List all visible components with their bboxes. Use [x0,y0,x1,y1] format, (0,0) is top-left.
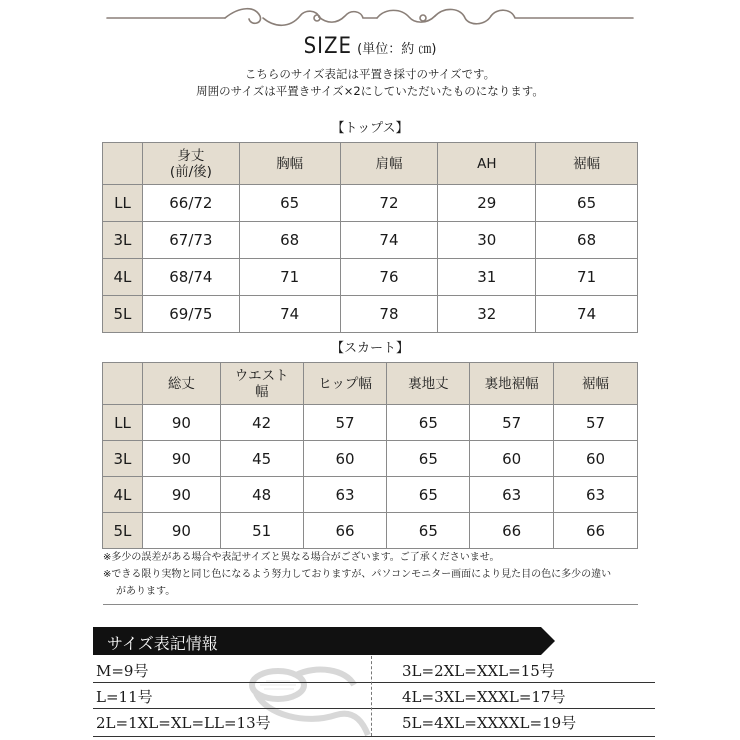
header-length-label: 身丈 [177,147,205,164]
cell-lining: 65 [387,477,470,513]
size-equiv-right-1: 3L=2XL=XXL=15号 [402,662,555,680]
cell-lining: 65 [387,405,470,441]
size-label: 3L [103,441,143,477]
size-equiv-right-2: 4L=3XL=XXXL=17号 [402,688,566,706]
cell-lining-hem: 63 [470,477,554,513]
cell-hem: 71 [536,259,638,296]
size-title-main: SIZE [303,34,353,59]
cell-hem: 68 [536,222,638,259]
tops-size-table [102,142,638,333]
size-title-unit: (単位：約 ㎝) [357,42,437,57]
header-waist-label: ウエスト [234,367,289,384]
cell-ah: 29 [438,185,536,222]
size-info-header-cutout [555,627,655,655]
size-info-column-divider [371,656,372,736]
size-info-row-divider [93,736,655,737]
cell-shoulder: 74 [340,222,438,259]
cell-chest: 74 [239,296,340,333]
size-equiv-right-3: 5L=4XL=XXXXL=19号 [402,714,577,732]
table-row [103,222,638,259]
footnote-line3: があります。 [116,586,176,597]
header-hem: 裾幅 [554,363,638,405]
size-label: LL [103,405,143,441]
size-info-header-arrow [541,627,555,655]
cell-ah: 32 [438,296,536,333]
cell-lining: 65 [387,441,470,477]
table-corner [103,143,143,185]
cell-hem: 57 [554,405,638,441]
header-length-sub: (前/後) [169,163,212,180]
cell-hem: 63 [554,477,638,513]
size-info-header [93,627,655,655]
cell-chest: 65 [239,185,340,222]
size-equiv-left-2: L=11号 [96,688,153,706]
header-waist [220,363,303,405]
header-shoulder: 肩幅 [340,143,438,185]
header-total-length: 総丈 [142,363,220,405]
cell-shoulder: 72 [340,185,438,222]
cell-shoulder: 76 [340,259,438,296]
cell-hem: 65 [536,185,638,222]
cell-hip: 57 [303,405,387,441]
header-chest: 胸幅 [239,143,340,185]
tops-section-label: 【トップス】 [331,121,409,136]
size-info-title: サイズ表記情報 [107,634,218,653]
cell-hip: 63 [303,477,387,513]
cell-hip: 60 [303,441,387,477]
size-equiv-left-3: 2L=1XL=XL=LL=13号 [96,714,271,732]
cell-length: 69/75 [142,296,239,333]
cell-hem: 74 [536,296,638,333]
footnote-line1: ※多少の誤差がある場合や表記サイズと異なる場合がございます。ご了承くださいませ。 [103,552,500,563]
measurement-note-line1: こちらのサイズ表記は平置き採寸のサイズです。 [244,67,496,81]
cell-waist: 42 [220,405,303,441]
size-info-row-divider [93,708,655,709]
cell-ah: 30 [438,222,536,259]
header-lining-hem: 裏地裾幅 [470,363,554,405]
table-row [103,185,638,222]
table-header-row [103,363,638,405]
cell-waist: 45 [220,441,303,477]
table-row [103,296,638,333]
header-length [142,143,239,185]
cell-hem: 66 [554,513,638,549]
cell-total: 90 [142,441,220,477]
table-row [103,513,638,549]
size-label: 3L [103,222,143,259]
header-lining-length: 裏地丈 [387,363,470,405]
size-info-grid [93,656,655,738]
table-corner [103,363,143,405]
measurement-note [0,66,740,100]
cell-total: 90 [142,513,220,549]
cell-length: 66/72 [142,185,239,222]
header-hem: 裾幅 [536,143,638,185]
cell-shoulder: 78 [340,296,438,333]
skirt-size-table [102,362,638,549]
size-title [0,34,740,59]
cell-total: 90 [142,405,220,441]
size-equiv-left-1: M=9号 [96,662,149,680]
cell-chest: 71 [239,259,340,296]
cell-waist: 51 [220,513,303,549]
size-label: 5L [103,296,143,333]
decorative-flourish [105,4,635,30]
cell-waist: 48 [220,477,303,513]
header-waist-sub: 幅 [254,383,269,400]
table-row [103,477,638,513]
size-label: 4L [103,477,143,513]
footnotes [103,549,643,600]
cell-length: 68/74 [142,259,239,296]
cell-hip: 66 [303,513,387,549]
cell-length: 67/73 [142,222,239,259]
size-label: 4L [103,259,143,296]
table-header-row [103,143,638,185]
cell-lining-hem: 60 [470,441,554,477]
footnote-line2: ※できる限り実物と同じ色になるよう努力しておりますが、パソコンモニター画面により見た目の色に多少の違い [103,569,612,580]
table-row [103,441,638,477]
cell-lining-hem: 57 [470,405,554,441]
cell-lining-hem: 66 [470,513,554,549]
table-row [103,259,638,296]
footnote-divider [103,604,638,605]
header-hip: ヒップ幅 [303,363,387,405]
skirt-section-label: 【スカート】 [330,341,409,356]
size-label: 5L [103,513,143,549]
cell-ah: 31 [438,259,536,296]
size-label: LL [103,185,143,222]
table-row [103,405,638,441]
cell-hem: 60 [554,441,638,477]
cell-total: 90 [142,477,220,513]
size-info-row-divider [93,682,655,683]
cell-lining: 65 [387,513,470,549]
header-ah: AH [438,143,536,185]
measurement-note-line2: 周囲のサイズは平置きサイズ×2にしていただいたものになります。 [196,84,544,98]
cell-chest: 68 [239,222,340,259]
